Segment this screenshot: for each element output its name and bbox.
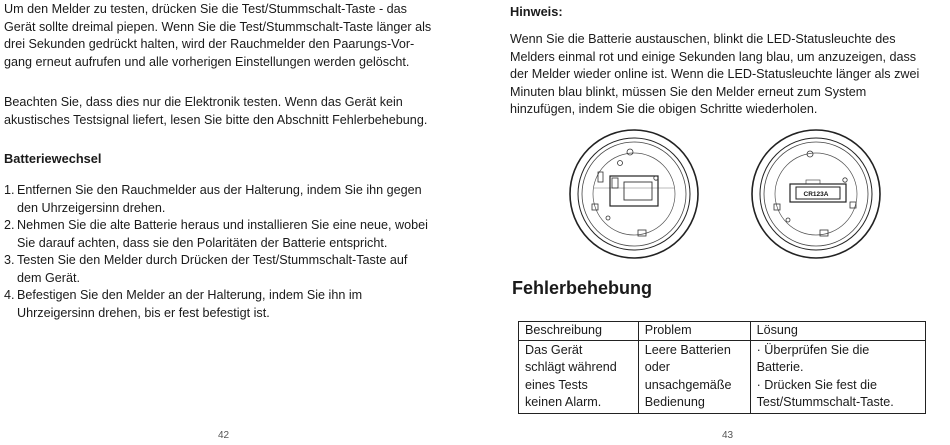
troubleshooting-table bbox=[518, 321, 926, 414]
solution-cell bbox=[750, 340, 925, 413]
cell-line: oder bbox=[644, 360, 670, 374]
cell-line: Test/Stummschalt-Taste. bbox=[756, 395, 894, 409]
step-number: 3. bbox=[4, 253, 15, 267]
cell-line: Das Gerät bbox=[525, 342, 583, 357]
left-page bbox=[0, 0, 460, 445]
hint-line: Minuten blau blinkt, müssen Sie den Melder erneut zum System bbox=[510, 84, 867, 99]
intro-line: drei Sekunden gedrückt halten, wird der Rauchmelder den Paarungs-Vor- bbox=[4, 37, 415, 51]
hint-line: Wenn Sie die Batterie austauschen, blinkt die LED-Statusleuchte des bbox=[510, 32, 896, 46]
page-number-right: 43 bbox=[722, 430, 734, 441]
intro-line: gang erneut aufrufen und alle vorherigen Einstellungen werden gelöscht. bbox=[4, 54, 410, 69]
cell-line: schlägt während bbox=[525, 360, 617, 374]
cell-line: unsachgemäße bbox=[644, 377, 732, 392]
page-number-left: 42 bbox=[218, 430, 230, 441]
step-line: den Uhrzeigersinn drehen. bbox=[17, 200, 166, 215]
list-item bbox=[4, 182, 444, 217]
step-line: Sie darauf achten, dass sie den Polaritäten der Batterie entspricht. bbox=[17, 235, 388, 250]
note-line: Beachten Sie, dass dies nur die Elektronik testen. Wenn das Gerät kein bbox=[4, 95, 403, 109]
step-line: Befestigen Sie den Melder an der Halterung, indem Sie ihn im bbox=[17, 288, 363, 302]
step-number: 1. bbox=[4, 183, 15, 197]
detector-empty-illustration bbox=[568, 128, 700, 260]
hint-line: der Melder wieder online ist. Wenn die LED-Statusleuchte länger als zwei bbox=[510, 67, 920, 81]
battery-label: CR123A bbox=[803, 191, 829, 198]
cell-line: eines Tests bbox=[525, 377, 588, 392]
list-item bbox=[4, 252, 444, 287]
step-number: 2. bbox=[4, 218, 15, 232]
battery-heading: Batteriewechsel bbox=[4, 151, 102, 166]
list-item bbox=[4, 217, 444, 252]
problem-cell bbox=[638, 340, 750, 413]
note-paragraph bbox=[4, 94, 454, 129]
step-line: Nehmen Sie die alte Batterie heraus und installieren Sie eine neue, wobei bbox=[17, 218, 428, 232]
hint-heading: Hinweis: bbox=[510, 4, 563, 19]
intro-line: Gerät sollte dreimal piepen. Wenn Sie die Test/Stummschalt-Taste länger als bbox=[4, 19, 432, 34]
step-line: Uhrzeigersinn drehen, bis er fest befestigt ist. bbox=[17, 305, 270, 320]
step-number: 4. bbox=[4, 288, 15, 302]
table-header-row bbox=[519, 322, 926, 341]
hint-paragraph bbox=[510, 31, 940, 119]
table-row bbox=[519, 340, 926, 413]
cell-line: keinen Alarm. bbox=[525, 395, 602, 409]
step-line: dem Gerät. bbox=[17, 270, 80, 285]
column-header: Lösung bbox=[750, 322, 925, 341]
cell-line: · Überprüfen Sie die bbox=[756, 342, 870, 357]
step-line: Testen Sie den Melder durch Drücken der Test/Stummschalt-Taste auf bbox=[17, 253, 408, 267]
battery-steps-list bbox=[4, 182, 444, 322]
hint-line: hinzufügen, indem Sie die obigen Schritte wiederholen. bbox=[510, 102, 818, 116]
column-header: Problem bbox=[638, 322, 750, 341]
troubleshooting-heading: Fehlerbehebung bbox=[512, 278, 653, 298]
cell-line: Leere Batterien bbox=[644, 342, 731, 357]
cell-line: Bedienung bbox=[644, 395, 705, 409]
column-header: Beschreibung bbox=[519, 322, 639, 341]
detector-battery-illustration bbox=[750, 128, 882, 260]
cell-line: · Drücken Sie fest die bbox=[756, 377, 877, 392]
description-cell bbox=[519, 340, 639, 413]
cell-line: Batterie. bbox=[756, 360, 804, 374]
hint-line: Melders einmal rot und einige Sekunden lang blau, um anzuzeigen, dass bbox=[510, 49, 917, 64]
intro-paragraph bbox=[4, 1, 454, 71]
step-line: Entfernen Sie den Rauchmelder aus der Halterung, indem Sie ihn gegen bbox=[17, 183, 422, 197]
note-line: akustisches Testsignal liefert, lesen Sie bitte den Abschnitt Fehlerbehebung. bbox=[4, 112, 428, 127]
intro-line: Um den Melder zu testen, drücken Sie die Test/Stummschalt-Taste - das bbox=[4, 2, 407, 16]
list-item bbox=[4, 287, 444, 322]
